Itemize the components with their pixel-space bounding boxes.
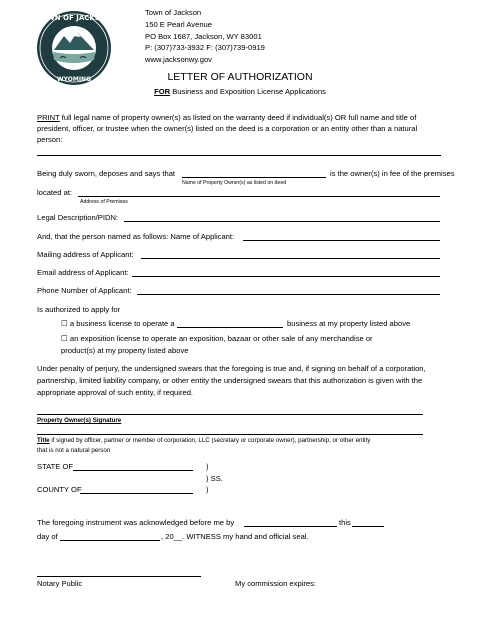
subtitle-rest: Business and Exposition License Applications bbox=[170, 87, 326, 96]
org-name: Town of Jackson bbox=[145, 8, 202, 17]
exposition-license-option[interactable]: ☐ an exposition license to operate an exposition, bazaar or other sale of any merchandise or bbox=[61, 334, 373, 343]
owner-name-caption: Name of Property Owner(s) as listed on deed bbox=[182, 180, 287, 186]
commission-expires-label: My commission expires: bbox=[235, 579, 317, 588]
acknowledged-by-field[interactable] bbox=[244, 526, 337, 527]
org-po-box: PO Box 1687, Jackson, WY 83001 bbox=[145, 32, 262, 41]
phone-label: Phone Number of Applicant: bbox=[37, 286, 132, 295]
located-at-label: located at: bbox=[37, 188, 73, 197]
seal-text-top: TOWN OF JACKSON bbox=[36, 14, 112, 22]
title-caption-line-2: that is not a natural person bbox=[37, 447, 111, 454]
this-day-field[interactable] bbox=[352, 526, 384, 527]
document-title: LETTER OF AUTHORIZATION bbox=[167, 71, 313, 83]
perjury-line-1: Under penalty of perjury, the undersigned swears that the foregoing is true and, if signing on behalf of a corporation, bbox=[37, 364, 426, 373]
notary-public-label: Notary Public bbox=[37, 579, 83, 588]
business-license-option[interactable]: ☐ a business license to operate a bbox=[61, 319, 175, 328]
legal-desc-field[interactable] bbox=[124, 221, 440, 222]
signature-label: Property Owner(s) Signature bbox=[37, 417, 122, 424]
this-label: this bbox=[339, 518, 351, 527]
owner-name-deed-field[interactable] bbox=[182, 177, 326, 178]
owner-full-name-field[interactable] bbox=[37, 155, 441, 156]
premises-address-field[interactable] bbox=[78, 196, 440, 197]
state-of-label: STATE OF bbox=[37, 462, 73, 471]
authorized-intro: Is authorized to apply for bbox=[37, 305, 121, 314]
org-website[interactable]: www.jacksonwy.gov bbox=[145, 55, 212, 64]
phone-field[interactable] bbox=[137, 294, 440, 295]
perjury-line-3: appropriate approval of such entity, if required. bbox=[37, 388, 194, 397]
sworn-text-2: is the owner(s) in fee of the premises bbox=[330, 169, 455, 178]
title-word: Title bbox=[37, 437, 50, 444]
premises-caption: Address of Premises bbox=[80, 199, 128, 205]
title-field[interactable] bbox=[37, 434, 423, 435]
seal-text-bottom: WYOMING bbox=[57, 76, 91, 83]
legal-desc-label: Legal Description/PIDN: bbox=[37, 213, 119, 222]
county-of-label: COUNTY OF bbox=[37, 485, 82, 494]
ss-label: ) SS. bbox=[206, 474, 223, 483]
applicant-name-label: And, that the person named as follows: Name of Applicant: bbox=[37, 232, 235, 241]
subtitle-for: FOR bbox=[154, 87, 171, 96]
acknowledged-text: The foregoing instrument was acknowledged before me by bbox=[37, 518, 235, 527]
month-field[interactable] bbox=[60, 540, 160, 541]
intro-line-3: person: bbox=[37, 135, 63, 144]
print-word: PRINT bbox=[37, 113, 60, 122]
paren-3: ) bbox=[206, 485, 209, 494]
intro-line-1 bbox=[37, 114, 416, 122]
title-caption bbox=[37, 438, 370, 444]
paren-1: ) bbox=[206, 462, 209, 471]
perjury-line-2: partnership, limited liability company, or other entity the undersigned swears that this authorization is given with the bbox=[37, 376, 423, 385]
sworn-text-1: Being duly sworn, deposes and says that bbox=[37, 169, 176, 178]
mailing-field[interactable] bbox=[141, 258, 440, 259]
email-label: Email address of Applicant: bbox=[37, 268, 129, 277]
document-subtitle bbox=[0, 88, 480, 96]
business-license-option-rest: business at my property listed above bbox=[287, 319, 411, 328]
day-of-label: day of bbox=[37, 532, 58, 541]
org-phone-fax: P: (307)733-3932 F: (307)739-0919 bbox=[145, 43, 265, 52]
witness-text: , 20__. WITNESS my hand and official seal. bbox=[161, 532, 309, 541]
org-street: 150 E Pearl Avenue bbox=[145, 20, 212, 29]
email-field[interactable] bbox=[132, 276, 440, 277]
applicant-name-field[interactable] bbox=[243, 240, 440, 241]
notary-signature-field[interactable] bbox=[37, 576, 201, 577]
title-caption-rest: if signed by officer, partner or member of corporation, LLC (secretary or corporate owner), partnership, or other entity bbox=[49, 437, 371, 444]
intro-line-2: president, officer, or trustee when the owner(s) listed on the deed is a corporation or an entity other than a natural bbox=[37, 124, 418, 133]
county-field[interactable] bbox=[80, 493, 193, 494]
exposition-license-option-line-2: product(s) at my property listed above bbox=[61, 346, 189, 355]
owner-signature-field[interactable] bbox=[37, 414, 423, 415]
business-type-field[interactable] bbox=[177, 327, 283, 328]
state-field[interactable] bbox=[73, 470, 193, 471]
intro-line-1-rest: full legal name of property owner(s) as listed on the warranty deed if individual(s) OR full name and title of bbox=[59, 113, 417, 122]
mailing-label: Mailing address of Applicant: bbox=[37, 250, 134, 259]
